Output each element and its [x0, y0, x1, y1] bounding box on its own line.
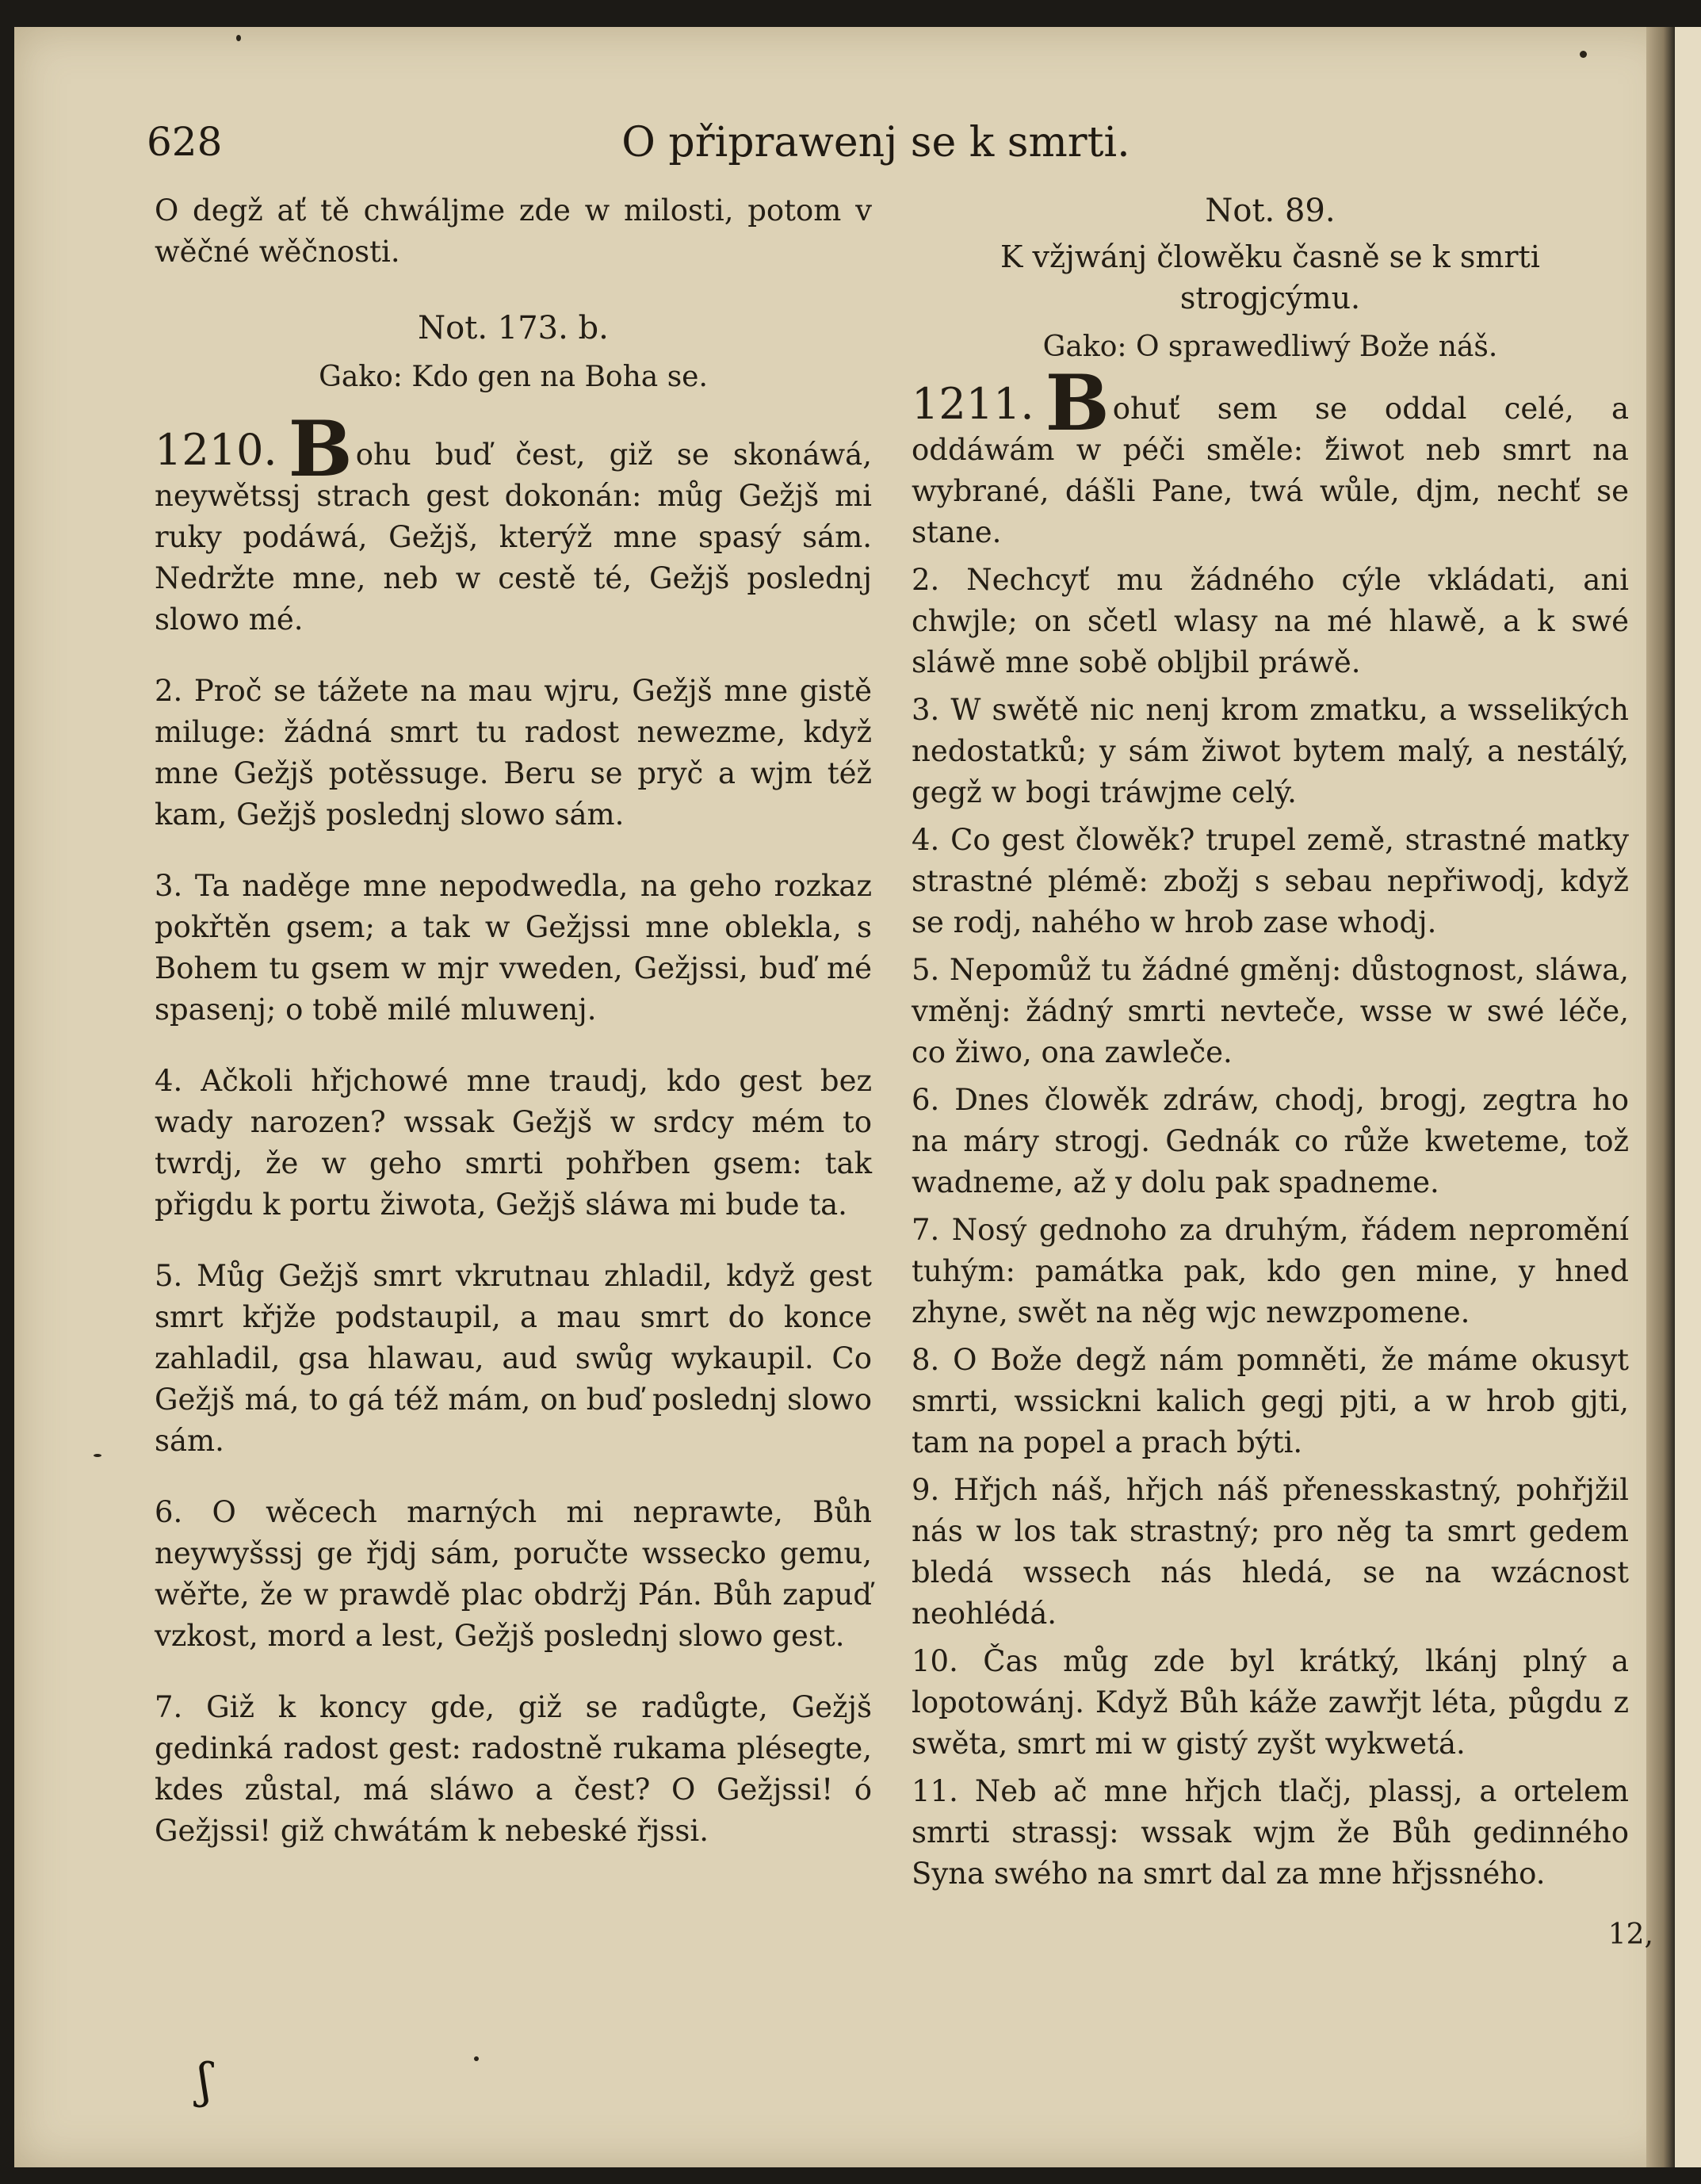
song-tune: Gako: O sprawedliwý Bože náš.	[1042, 331, 1498, 363]
verse: 5. Nepomůž tu žádné gměnj: důstognost, sláwa, vměnj: žádný smrti nevteče, wsse w swé léče, co žiwo, ona zawleče.	[912, 953, 1629, 1069]
verse: 8. O Bože degž nám pomněti, že máme okusyt smrti, wssickni kalich gegj pjti, a w hrob gjti, tam na popel a prach býti.	[912, 1343, 1629, 1459]
song-title: K vžjwánj člowěku časně se k smrti strogjcýmu.	[1000, 239, 1540, 316]
catchword: 12,	[1607, 1918, 1653, 1951]
first-verse	[912, 358, 1629, 553]
song-tune: Gako: Kdo gen na Boha se.	[319, 361, 708, 393]
song-number-label: Not. 173. b.	[418, 310, 609, 346]
first-verse-text: ohu buď čest, giž se skonáwá, neywětssj strach gest dokonán: můg Gežjš mi ruky podáwá, Gežjš, kterýž mne spasý sám. Nedržte mne, neb w cestě té, Gežjš poslednj slowo mé.	[155, 438, 872, 637]
ink-speck	[94, 1454, 101, 1457]
hymn-number: 1210.	[155, 425, 277, 475]
left-column	[155, 190, 872, 1882]
verse: 10. Čas můg zde byl krátký, lkánj plný a lopotowánj. Když Bůh káže zawřjt léta, půgdu z swěta, smrt mi w gistý zyšt wykwetá.	[912, 1644, 1629, 1761]
verse: 7. Nosý gednoho za druhým, řádem nepromění tuhým: památka pak, kdo gen mine, y hned zhyne, swět na něg wjc newzpomene.	[912, 1213, 1629, 1329]
verse: 5. Můg Gežjš smrt vkrutnau zhladil, když gest smrt křjže podstaupil, a mau smrt do konce zahladil, gsa hlawau, aud swůg wykaupil. Co Gežjš má, to gá též mám, on buď poslednj slowo sám.	[155, 1259, 872, 1458]
ink-speck	[1580, 51, 1587, 58]
signature-mark: ʃ	[198, 2053, 212, 2109]
verse: 11. Neb ač mne hřjch tlačj, plassj, a ortelem smrti strassj: wssak wjm že Bůh gedinného Syna swého na smrt dal za mne hřjssného.	[912, 1774, 1629, 1891]
song-number-label: Not. 89.	[1205, 193, 1336, 229]
verse: 7. Giž k koncy gde, giž se radůgte, Gežjš gedinká radost gest: radostně rukama plésegte, kdes zůstal, má sláwo a čest? O Gežjssi! ó Gežjssi! giž chwátám k nebeské řjssi.	[155, 1690, 872, 1848]
ink-speck	[474, 2056, 479, 2061]
page-gutter-shadow	[1646, 27, 1675, 2167]
adjacent-page-edge	[1675, 27, 1701, 2167]
page-header	[147, 119, 1605, 174]
verse: 4. Ačkoli hřjchowé mne traudj, kdo gest bez wady narozen? wssak Gežjš w srdcy mém to twrdj, že w geho smrti pohřben gsem: tak přigdu k portu žiwota, Gežjš sláwa mi bude ta.	[155, 1064, 872, 1222]
first-verse-text: ohuť sem se oddal celé, a oddáwám w péči směle: žiwot neb smrt na wybrané, dášli Pane, twá wůle, djm, nechť se stane.	[912, 392, 1629, 549]
right-column	[912, 190, 1629, 1901]
verse: 4. Co gest člowěk? trupel země, strastné matky strastné plémě: zbožj s sebau nepřiwodj, když se rodj, nahého w hrob zase whodj.	[912, 823, 1629, 939]
drop-cap: B	[288, 404, 353, 494]
verse: 9. Hřjch náš, hřjch náš přenesskastný, pohřjžil nás w los tak strastný; pro něg ta smrt gedem bledá wssech nás hledá, se na wzácnost neohlédá.	[912, 1473, 1629, 1631]
running-head: O připrawenj se k smrti.	[621, 119, 1130, 166]
first-verse	[155, 404, 872, 641]
page-number: 628	[147, 119, 223, 165]
continuation-text: O degž ať tě chwáljme zde w milosti, potom v wěčné wěčnosti.	[155, 193, 872, 269]
ink-speck	[236, 35, 241, 41]
drop-cap: B	[1045, 358, 1110, 448]
verse: 3. W swětě nic nenj krom zmatku, a wsselikých nedostatků; y sám žiwot bytem malý, a nestálý, gegž w bogi tráwjme celý.	[912, 693, 1629, 809]
hymn-number: 1211.	[912, 379, 1034, 429]
verse: 6. O wěcech marných mi neprawte, Bůh neywyšssj ge řjdj sám, poručte wssecko gemu, wěřte, že w prawdě plac obdržj Pán. Bůh zapuď vzkost, mord a lest, Gežjš poslednj slowo gest.	[155, 1495, 872, 1653]
verse: 6. Dnes člowěk zdráw, chodj, brogj, zegtra ho na máry strogj. Gednák co růže kweteme, tož wadneme, až y dolu pak spadneme.	[912, 1083, 1629, 1199]
verse: 2. Nechcyť mu žádného cýle vkládati, ani chwjle; on sčetl wlasy na mé hlawě, a k swé sláwě mne sobě obljbil práwě.	[912, 563, 1629, 679]
verse: 3. Ta naděge mne nepodwedla, na geho rozkaz pokřtěn gsem; a tak w Gežjssi mne oblekla, s Bohem tu gsem w mjr vweden, Gežjssi, buď mé spasenj; o tobě milé mluwenj.	[155, 869, 872, 1027]
verse: 2. Proč se tážete na mau wjru, Gežjš mne gistě miluge: žádná smrt tu radost newezme, když mne Gežjš potěssuge. Beru se pryč a wjm též kam, Gežjš poslednj slowo sám.	[155, 674, 872, 832]
